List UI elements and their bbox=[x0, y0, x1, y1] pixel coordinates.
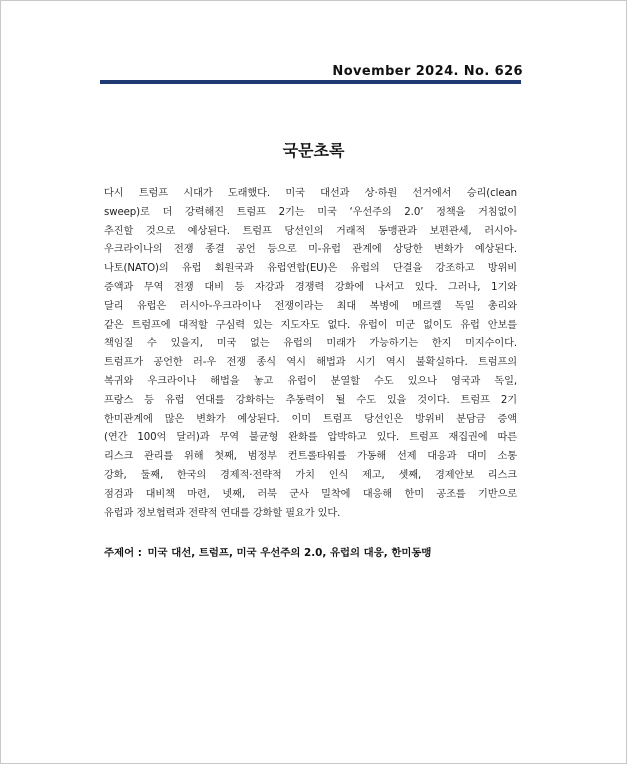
abstract-line: 한미관계에 많은 변화가 예상된다. 이미 트럼프 당선인은 방위비 분담금 증액 bbox=[104, 413, 517, 425]
keywords-label: 주제어 : bbox=[104, 547, 142, 559]
abstract-line: (연간 100억 달러)과 무역 불균형 완화를 압박하고 있다. 트럼프 재집권에 따른 bbox=[104, 432, 517, 444]
abstract-line: 트럼프가 공언한 러-우 전쟁 종식 역시 해법과 시기 역시 불확실하다. 트럼프의 bbox=[104, 357, 517, 369]
abstract-line: 점검과 대비책 마련, 넷째, 러북 군사 밀착에 대응해 한미 공조를 기반으로 bbox=[104, 488, 517, 500]
abstract-line: 강화, 둘째, 한국의 경제적·전략적 가치 인식 제고, 셋째, 경제안보 리스크 bbox=[104, 469, 517, 481]
abstract-line: 책임질 수 있을지, 미국 없는 유럽의 미래가 가능하기는 한지 미지수이다. bbox=[104, 338, 517, 350]
issue-header: November 2024. No. 626 bbox=[332, 64, 523, 79]
abstract-line: 증액과 무역 전쟁 대비 등 자강과 경쟁력 강화에 나서고 있다. 그러나, 1기와 bbox=[104, 281, 517, 293]
abstract-line: sweep)로 더 강력해진 트럼프 2기는 미국 ‘우선주의 2.0’ 정책을 거침없이 bbox=[104, 206, 517, 218]
abstract-title: 국문초록 bbox=[282, 141, 345, 160]
abstract-line: 같은 트럼프에 대적할 구심력 있는 지도자도 없다. 유럽이 미군 없이도 유럽 안보를 bbox=[104, 319, 517, 331]
abstract-line: 우크라이나의 전쟁 종결 공언 등으로 미-유럽 관계에 상당한 변화가 예상된다. bbox=[104, 244, 517, 256]
abstract-line: 리스크 관리를 위해 첫째, 범정부 컨트롤타워를 가동해 선제 대응과 대미 소통 bbox=[104, 451, 517, 463]
abstract-line: 달리 유럽은 러시아-우크라이나 전쟁이라는 최대 복병에 메르켈 독일 총리와 bbox=[104, 300, 517, 312]
keywords-value: 미국 대선, 트럼프, 미국 우선주의 2.0, 유럽의 대응, 한미동맹 bbox=[147, 547, 432, 559]
abstract-line: 유럽과 정보협력과 전략적 연대를 강화할 필요가 있다. bbox=[104, 507, 341, 519]
abstract-body bbox=[104, 185, 517, 523]
abstract-line: 프랑스 등 유럽 연대를 강화하는 추동력이 될 수도 있을 것이다. 트럼프 2기 bbox=[104, 394, 517, 406]
keywords bbox=[104, 544, 517, 559]
abstract-line: 다시 트럼프 시대가 도래했다. 미국 대선과 상·하원 선거에서 승리(clean bbox=[104, 188, 517, 199]
header-rule bbox=[100, 80, 521, 84]
abstract-line: 추진할 것으로 예상된다. 트럼프 당선인의 거래적 동맹관과 보편관세, 러시아- bbox=[104, 225, 517, 237]
abstract-line: 복귀와 우크라이나 해법을 놓고 유럽이 분열할 수도 있으나 영국과 독일, bbox=[104, 375, 517, 387]
abstract-line: 나토(NATO)의 유럽 회원국과 유럽연합(EU)은 유럽의 단결을 강조하고 방위비 bbox=[104, 263, 517, 275]
